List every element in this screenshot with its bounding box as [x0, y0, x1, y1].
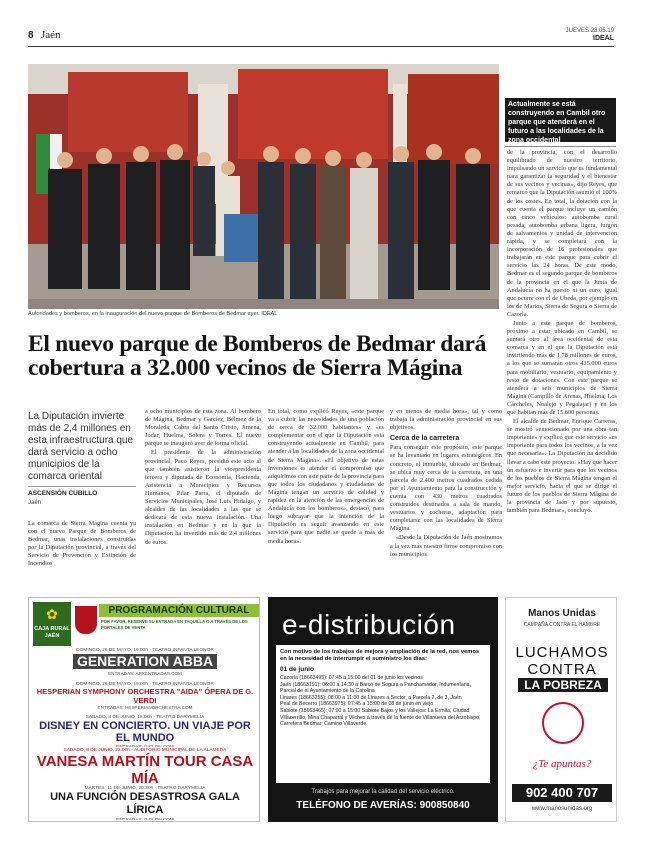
event-title: GENERATION ABBA [73, 654, 217, 669]
edist-line: Cazorla (18663495): 07:45 a 15:00 del 01 de junio los vecinos [280, 675, 423, 681]
col3-paragraph: En total, como explicó Reyes, «este parque va a cubrir las necesidades de una población de cerca de 32.000 habitantes» y «es complementar con el que la Diputación está construyendo actualmente en Cambil, para atender a las localidades de la zona occidental de Sierra Mágina». «El objetivo de estas inversiones es atender el compromiso que adquirimos con este parte de la provincia para que todos los ciudadanos y ciudadanas de Mágina tengan un servicio de calidad y rapidez en la atención de las emergencias de Andalucía con los bomberos», destacó, para luego subrayar que la intención de la Diputación es seguir avanzando en este servicio para que nadie se quede a más de media hora». [268, 408, 384, 545]
event-date: SÁBADO, 8 DE JUNIO, 18:00h · TEATRO DARYMELIA [85, 715, 205, 720]
col5-paragraph: El alcalde de Bedmar, Enrique Carreras, se mostró «emocionado por una obra tan importante» y explicó que este servicio «es importante para todos los vecinos, a la vez que necesaria». La Diputación ha decidido llevar a cabo este proyecto. «Hay que hacer un esfuerzo e invertir para que los vecinos de los pueblos de Sierra Mágina tengan el mejor servicio, hacia el que se dirige el futuro de los pueblos de Sierra Mágina de la provincia de Jaén y por supuesto, también para Bedmar», concluyó. [507, 418, 617, 515]
edist-line: Linares (18663255): 08:00 a 11:00 de Linares a Sector, a Parcela 2, de 3, Jaén [280, 694, 462, 701]
quote-rule [505, 146, 616, 147]
edist-logo [282, 609, 492, 643]
lead-paragraph: La Diputación invierte más de 2,4 millones en esta infraestructura que dará servicio a ocho municipios de la comarca oriental [28, 411, 134, 482]
sponsor-name: CAJA RURAL JAÉN [34, 626, 70, 639]
sponsor-icon: ✿ [46, 606, 58, 622]
hand-illustration-icon [542, 702, 584, 744]
event-date: MARTES, 11 DE JUNIO, 20:30h · TEATRO DARYMELIA [84, 786, 206, 791]
event-tickets: ENTRADAS: GIGLON.COM [116, 744, 174, 747]
header-rule [28, 46, 614, 47]
manos-slogan-1: LUCHAMOS [515, 644, 609, 661]
author-name: ASCENSIÓN CUBILLO [28, 490, 98, 497]
headline: El nuevo parque de Bomberos de Bedmar dará cobertura a 32.000 vecinos de Sierra Mágina [28, 331, 487, 381]
subheading: Cerca de la carretera [390, 435, 460, 443]
event-2[interactable] [33, 682, 257, 714]
edist-intro: Con motivo de los trabajos de mejora y ampliación de la red, nos vemos en la necesidad de interrumpir el suministro los días: [280, 649, 480, 662]
event-date: DOMINGO, 26 DE MAYO, 19:00h · TEATRO INFANTA LEONOR [76, 648, 214, 653]
col5-paragraph: Junto a este parque de bomberos, próximo a estar ubicado en Cambil, se sumará otro al área occidental de esta comarca y en el que la Diputación está invirtiendo más de 1,78 millones de euros, a los que se sumarán otros 435.000 euros para mobiliario, vestuario, equipamiento y resto de dotaciones. Con este parque se atenderá a seis municipios de Sierra Mágina (Campillo de Arenas, Huelma, Los Cárcheles, Noalejo y Pegalajar) y en los que habitan más de 15.600 personas. [507, 319, 617, 416]
manos-phone[interactable]: 902 400 707 [512, 784, 612, 802]
event-tickets: ENTRADAS: APRENTRADAS.COM [108, 671, 182, 676]
ad-cultural-program [28, 597, 260, 822]
col2-paragraph: a ocho municipios de esta zona. Al bombero de Mágina, Bedmar y Garcíez, Bélmez de la Moraleda, Cabra del Santo Cristo, Jimena, Jódar, Huelma, Solera y Torres. El nuevo parque se inauguró ayer de forma oficial. [145, 408, 261, 448]
event-title: VANESA MARTÍN TOUR CASA MÍA [36, 753, 254, 784]
manos-website[interactable]: www.manosunidas.org [531, 806, 593, 812]
lead-rule [28, 486, 136, 487]
article-column-4 [390, 408, 502, 578]
newspaper-name: IDEAL [593, 35, 614, 42]
event-title: HESPERIAN SYMPHONY ORCHESTRA "AIDA" ÓPERA DE G. VERDI [36, 687, 254, 705]
sponsor-logo-block [33, 602, 71, 646]
edist-date-heading: 01 de junio [280, 666, 314, 673]
pull-quote-text: Actualmente se está construyendo en Cambil otro parque que atenderá en el futuro a las localidades de la zona occidental [508, 101, 606, 144]
edist-line: Sabiote (18663465): 07:00 a 15:00 Sabiote Bajos y los Vallejos: La Ermita, Ciudad Villacerrillo, Mina Chaparral y Vilches a través de la fuente de Villanueva del Arzobispo, Carretera Bedmar, Camino Villaverde. [280, 707, 481, 728]
event-tickets: ENTRADAS: HESPERIANORCHESTRA.COM [97, 705, 193, 710]
event-photo [28, 64, 499, 309]
edist-line: Jaén (18663191): 06:00 a 14:30 a Barco de Segura a Panchamador, Indumentaria, Parcial de el Ayuntamiento de la Carolina [280, 681, 471, 695]
manos-question: ¿Te apuntas? [532, 758, 592, 770]
col4-paragraph: y en menos de media hora», tal y como trabaja la administración provincial en sus objetivos. [390, 408, 502, 432]
manos-slogan-3: LA POBREZA [518, 678, 608, 692]
manos-brand: Manos Unidas [528, 608, 596, 619]
article-column-2 [145, 408, 261, 578]
edist-line: Peal de Becerro (18663975): 07:45 a 15:00 de 08 de junio en viejo [280, 701, 434, 708]
col5-paragraph: de la provincia, con el desarrollo equilibrado de nuestro territorio, impulsando un servicio que es fundamental para garantizar la seguridad y el bienestar de sus vecinos y vecinas», dijo Reyes, que remarcó que la Diputación asumió el 100% de los costes. En total, la dotación con la que cuenta el parque incluye un camión con cinco vehículos: autobomba rural pesada, autobomba urbana ligera, furgón de salvamentos y unidad de intervención rápida, y se completará con la incorporación de 16 profesionales que trabajarán en este parque para cubrir el servicio las 24 horas. De este modo, Bedmar es el segundo parque de bomberos de la provincia en el que la Junta de Andalucía no ha puesto ni un euro, igual que ocurre con el de Ubeda, por ejemplo en los de Martos, Sierra de Segura o Sierra de Cazorla. [507, 149, 617, 318]
col1-paragraph: La comarca de Sierra Mágina cuenta ya con el nuevo Parque de Bomberos de Bedmar, unas instalaciones construidas por la Diputación provincial, a través del Servicio de Prevención y Extinción de Incendios [28, 520, 136, 568]
page-number: 8 [28, 30, 34, 41]
col4-paragraph: Para conseguir este propósito, este parque se ha levantado en lugares estratégicos. En concreto, el inmueble, ubicado en Bedmar, se ubica muy cerca de la carretera, en una parcela de 2.400 metros cuadrados cedida por el Ayuntamiento para la construcción y cuenta con 430 metros cuadrados construidos destinados a sala de mando, vestuarios y cocheras, adaptación para completarse con las localidades de Sierra Mágina. [390, 444, 502, 533]
firefighters-group-photo [28, 64, 499, 309]
section-name: Jaén [41, 29, 61, 41]
article-column-5 [507, 149, 617, 577]
event-date: SÁBADO, 8 DE JUNIO, 22:00h · AUDITORIO MUNICIPAL DE LA ALAMEDA [63, 748, 227, 753]
event-5[interactable] [33, 786, 257, 820]
col4-paragraph: «Desde la Diputación de Jaén mostramos a la vez más nuestro firme compromiso con los municipios [390, 534, 502, 558]
ad-edistribucion [268, 597, 498, 822]
edist-brand: e-distribución [282, 609, 456, 640]
pull-quote [505, 98, 616, 142]
article-column-3 [268, 408, 384, 578]
edist-phone[interactable]: TELÉFONO DE AVERÍAS: 900850840 [296, 800, 470, 811]
cultural-title: PROGRAMACIÓN CULTURAL [99, 604, 259, 617]
event-4[interactable] [33, 748, 257, 784]
event-title: UNA FUNCIÓN DESASTROSA GALA LÍRICA [50, 791, 240, 816]
article-column-1 [28, 520, 136, 578]
author-location: Jaén [28, 500, 42, 506]
issue-date: JUEVES 23.05.19 [565, 28, 614, 34]
manos-tagline: CAMPAÑA CONTRA EL HAMBRE [523, 622, 601, 628]
edist-footer-note: Trabajos para mejorar la calidad del servicio eléctrico. [311, 789, 455, 795]
city-crest-icon [75, 606, 97, 634]
page-header [28, 30, 614, 44]
manos-slogan-2: CONTRA [527, 661, 597, 678]
event-3[interactable] [33, 715, 257, 747]
ad-manos-unidas [505, 597, 617, 822]
photo-caption: Autoridades y bomberos, en la inauguración del nuevo parque de Bomberos de Bedmar ayer. IDEAL [28, 311, 278, 317]
event-date: DOMINGO, 26 DE MAYO, 19:00h · TEATRO INFANTA LEONOR [76, 682, 214, 687]
col2-paragraph: El presidente de la administración provincial, Paco Reyes, presidió este acto al que también asistieron la vicepresidenta tercera y diputada de Economía, Hacienda, Asistencia a Municipios y Recursos Humanos, Pilar Parra, el diputado de Servicios Municipales, José Luis Hidalgo, y alcaldes de las localidades a las que se dedicará de esta nueva instalación. Una instalación en Bedmar y en la que la Diputación ha invertido más de 2,4 millones de euros. [145, 449, 261, 546]
edist-notice-box [276, 645, 490, 783]
event-1[interactable] [33, 648, 257, 680]
event-tickets: ENTRADAS: GIGLON.COM [116, 817, 174, 820]
event-title: DISNEY EN CONCIERTO. UN VIAJE POR EL MUNDO [39, 720, 251, 744]
cultural-subtitle: POR FAVOR, RESERVE SU ENTRADA EN TAQUILLA O A TRAVÉS DE LOS PORTALES DE VENTA [101, 619, 248, 630]
